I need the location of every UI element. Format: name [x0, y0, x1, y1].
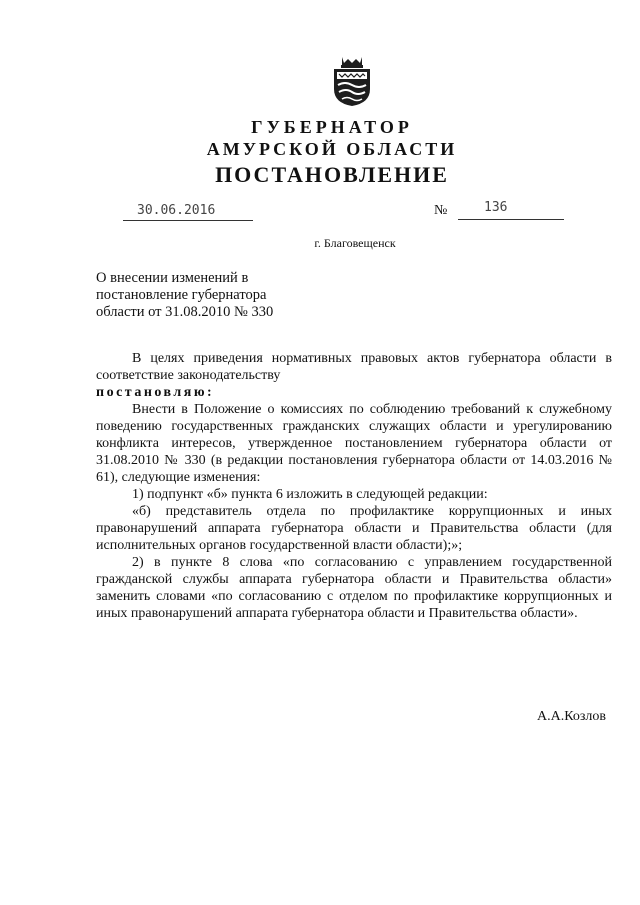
decree-word: постановляю: [96, 385, 215, 400]
main-paragraph: Внести в Положение о комиссиях по соблюдению требований к служебному поведению государственных гражданских служащих области и урегулированию конфликта интересов, утвержденное постановлением губернатора области от 31.08.2010 № 330 (в редакции постановления губернатора области от 14.03.2016 № 61), следующие изменения: [96, 402, 612, 485]
subject-line: О внесении изменений в [96, 270, 249, 286]
subject-line: постановление губернатора [96, 287, 267, 303]
item-1-intro: 1) подпункт «б» пункта 6 изложить в следующей редакции: [132, 487, 488, 502]
preamble-line: соответствие законодательству [96, 368, 281, 383]
coat-of-arms-icon [330, 55, 374, 107]
document-number: 136 [458, 200, 564, 220]
subject-line: области от 31.08.2010 № 330 [96, 304, 274, 320]
document-body [96, 350, 612, 622]
item-1-text: «б) представитель отдела по профилактике коррупционных и иных правонарушений аппарата губернатора области и Правительства области (для исполнительных органов государственной власти области);»; [96, 504, 612, 553]
title-region: АМУРСКОЙ ОБЛАСТИ [206, 139, 458, 159]
city: г. Благовещенск [314, 236, 396, 250]
item-2-text: 2) в пункте 8 слова «по согласованию с управлением государственной гражданской службы аппарата губернатора области и Правительства области» заменить словами «по согласованию с отделом по профилактике коррупционных и иных правонарушений аппарата губернатора области и Правительства области». [96, 555, 612, 621]
title-decree: ПОСТАНОВЛЕНИЕ [215, 162, 449, 187]
signature: А.А.Козлов [537, 709, 606, 724]
document-date: 30.06.2016 [123, 203, 253, 221]
number-label: № [434, 203, 448, 218]
document-subject [96, 270, 356, 321]
preamble-line: В целях приведения нормативных правовых актов губернатора области в [132, 351, 612, 366]
title-governor: ГУБЕРНАТОР [251, 117, 413, 137]
